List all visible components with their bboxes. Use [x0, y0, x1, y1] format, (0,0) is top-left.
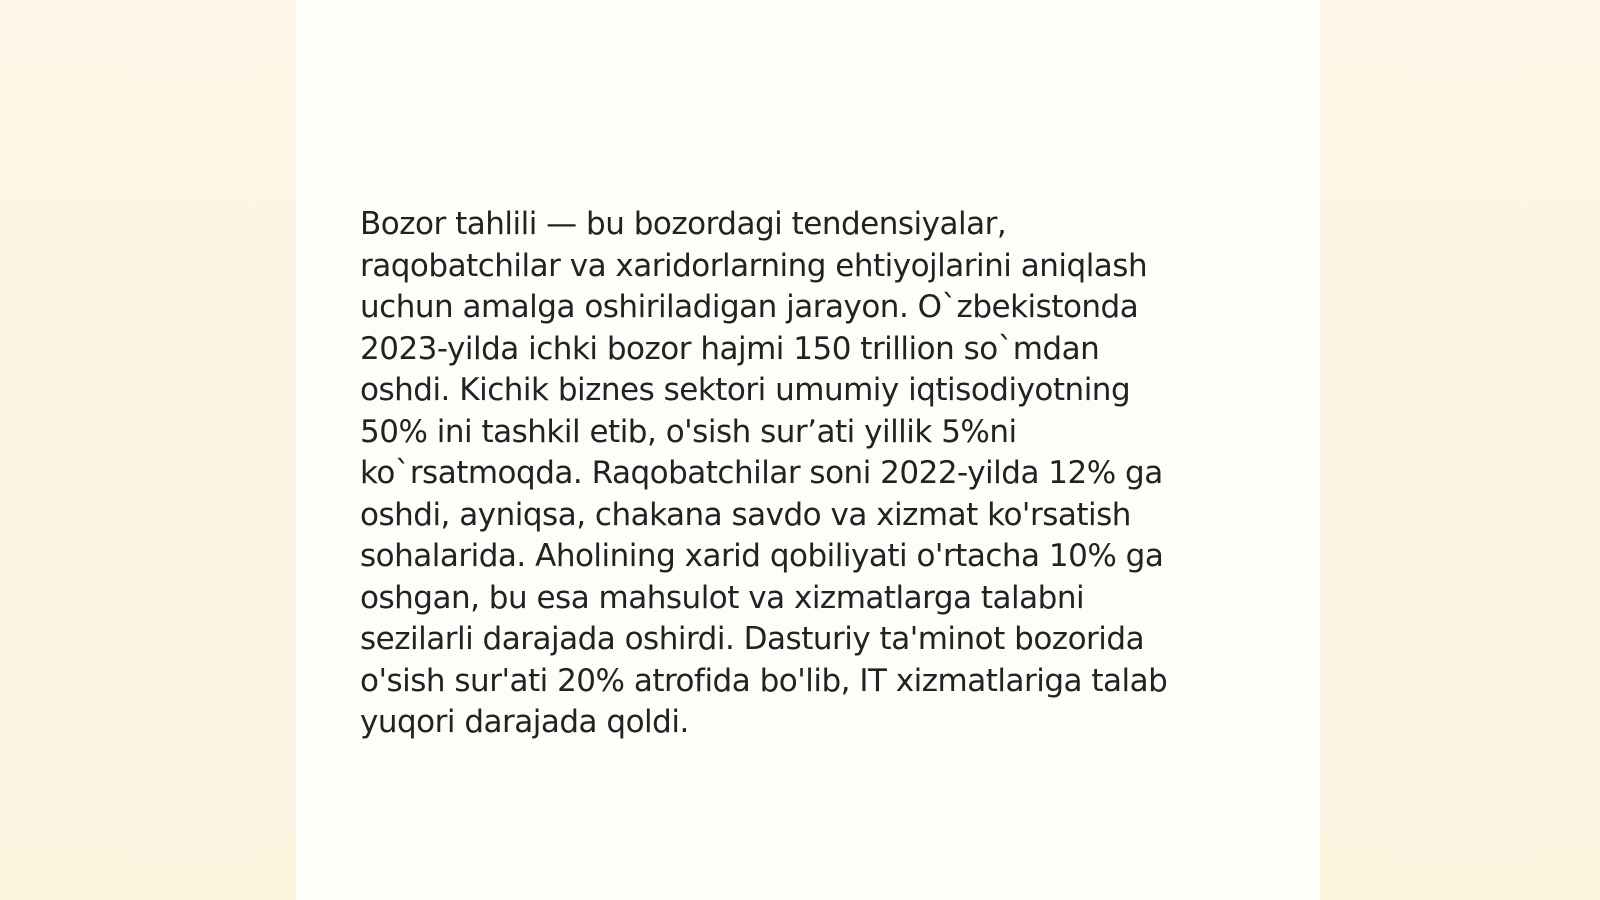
text-line: yuqori darajada qoldi.: [360, 704, 689, 740]
text-line: o'sish sur'ati 20% atrofida bo'lib, IT xizmatlariga talab: [360, 662, 1168, 699]
text-line: ko`rsatmoqda. Raqobatchilar soni 2022-yilda 12% ga: [360, 455, 1163, 491]
text-line: uchun amalga oshiriladigan jarayon. O`zbekistonda: [360, 289, 1139, 325]
text-line: oshgan, bu esa mahsulot va xizmatlarga talabni: [360, 579, 1085, 616]
text-line: oshdi, ayniqsa, chakana savdo va xizmat ko'rsatish: [360, 496, 1131, 533]
text-line: sezilarli darajada oshirdi. Dasturiy ta'minot bozorida: [360, 621, 1145, 657]
text-line: 50% ini tashkil etib, o'sish sur’ati yillik 5%ni: [360, 413, 1017, 450]
background-right: [1320, 0, 1600, 900]
slide-body-text: [360, 204, 1260, 744]
text-line: sohalarida. Aholining xarid qobiliyati o'rtacha 10% ga: [360, 538, 1164, 574]
text-line: Bozor tahlili — bu bozordagi tendensiyalar,: [360, 206, 1007, 242]
slide-panel: [296, 0, 1320, 900]
text-line: raqobatchilar va xaridorlarning ehtiyojlarini aniqlash: [360, 247, 1148, 284]
text-line: oshdi. Kichik biznes sektori umumiy iqtisodiyotning: [360, 372, 1131, 408]
background-left: [0, 0, 296, 900]
text-line: 2023-yilda ichki bozor hajmi 150 trillion so`mdan: [360, 330, 1100, 367]
